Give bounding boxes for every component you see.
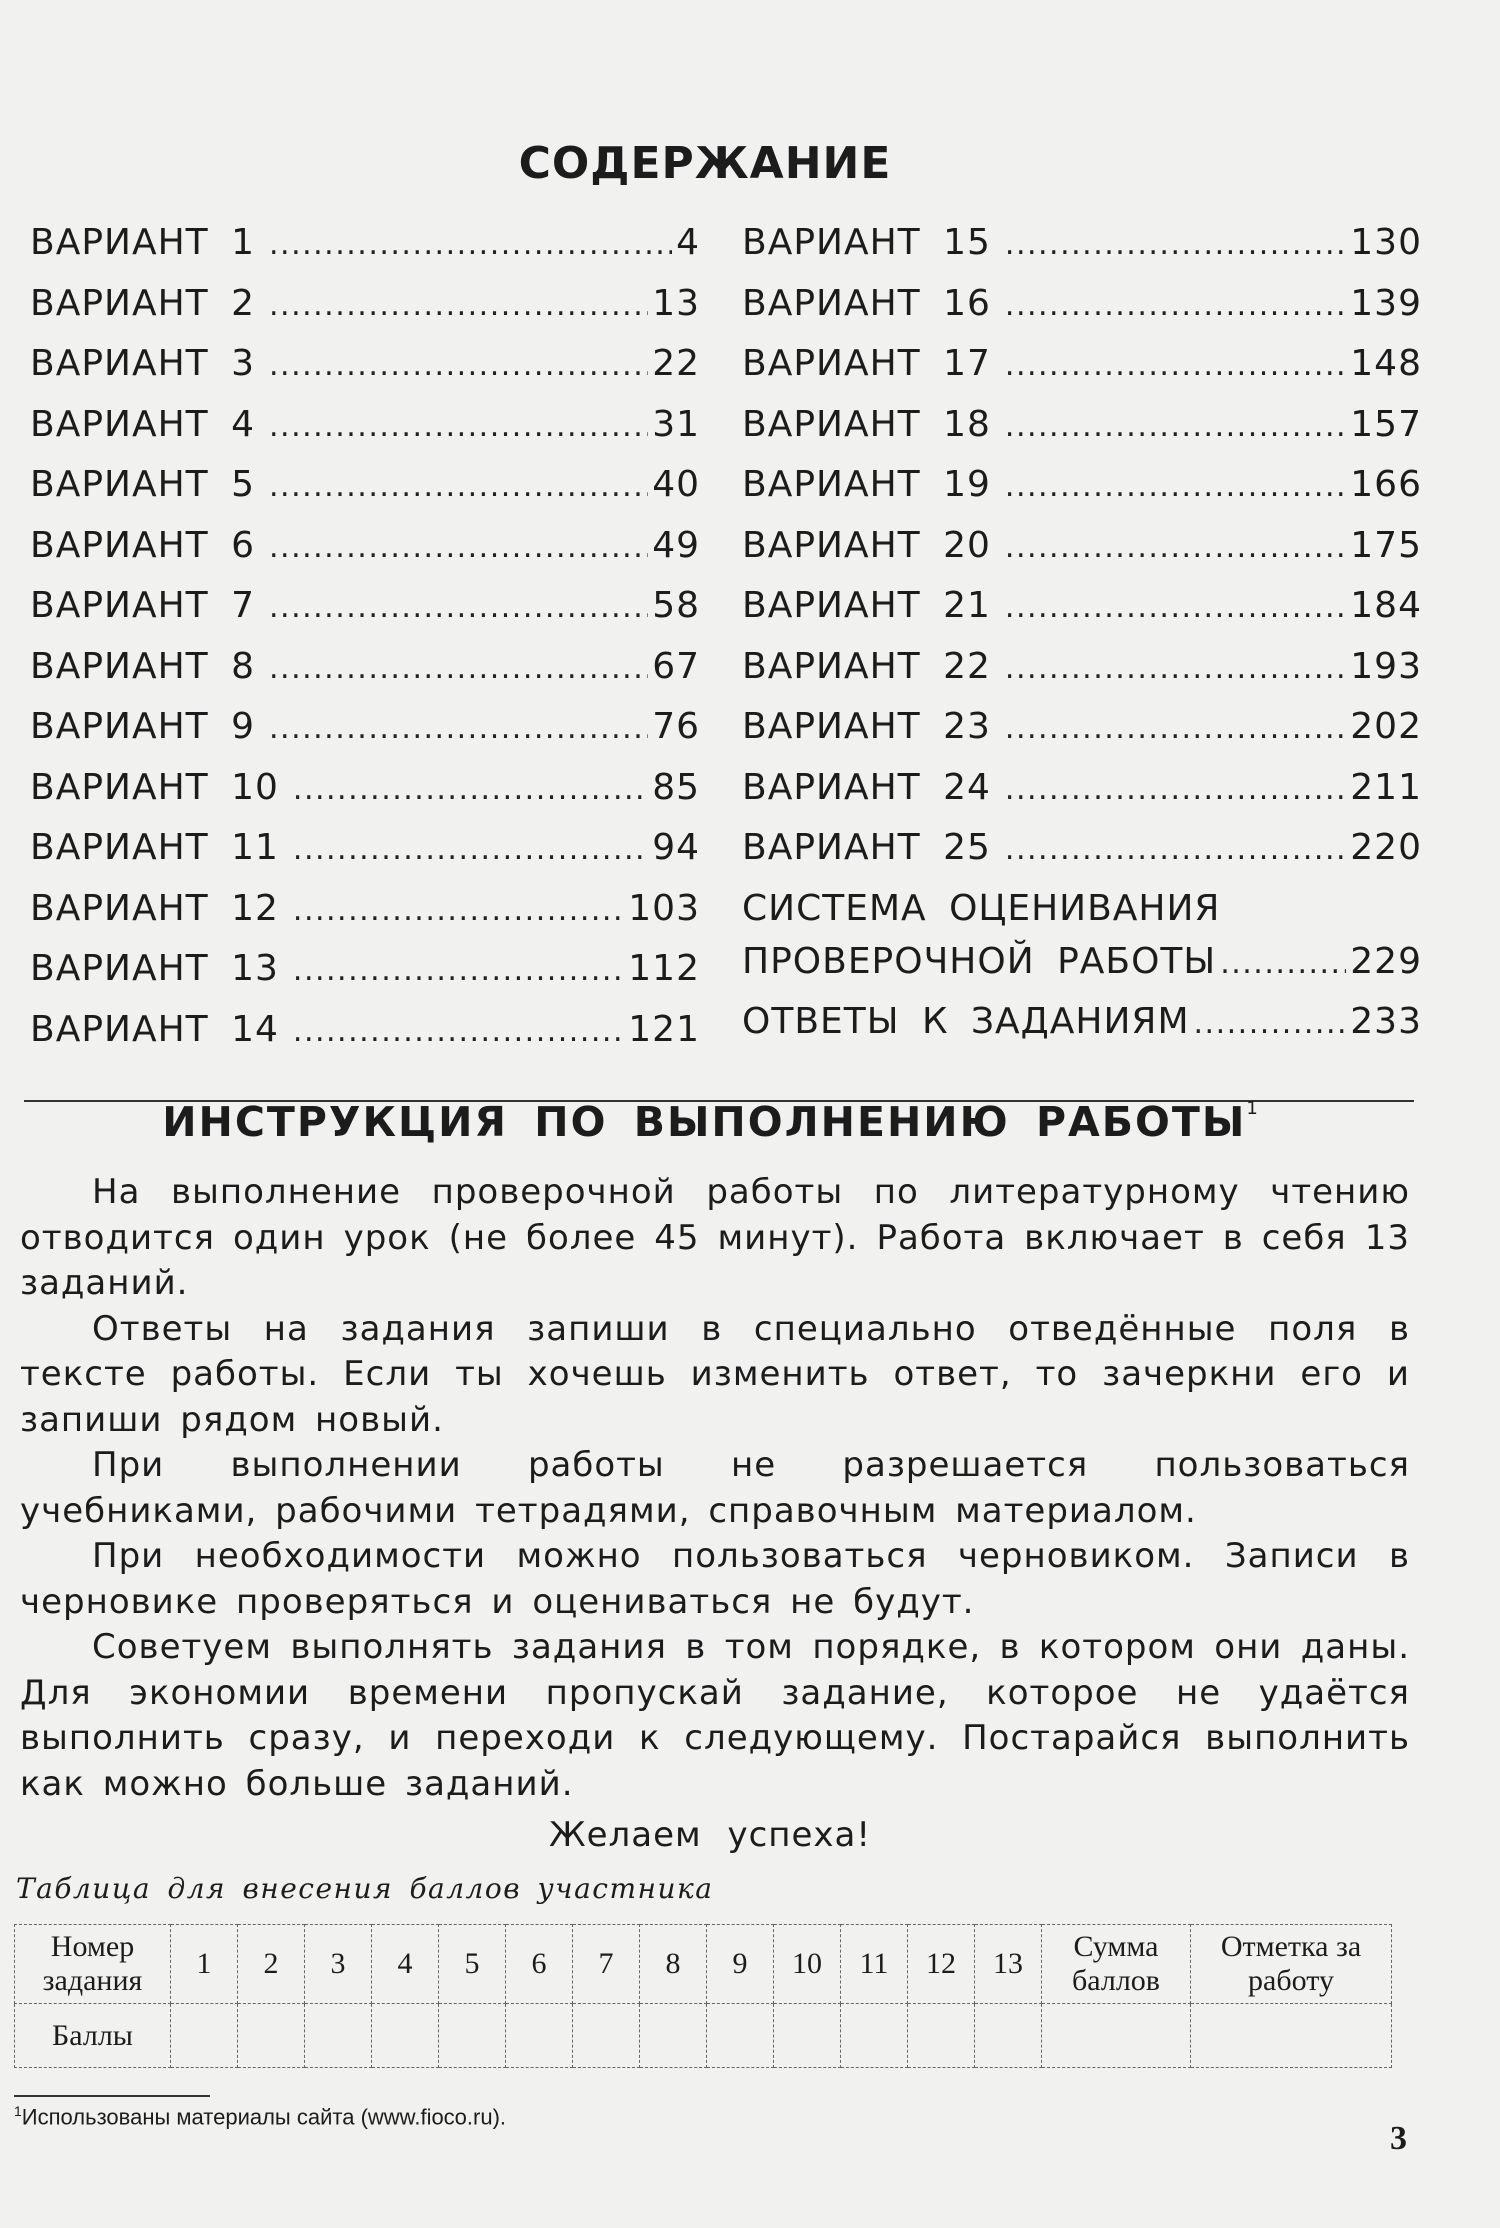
toc-entry-page: 67 <box>652 645 700 687</box>
toc-entry-page: 94 <box>652 827 700 868</box>
points-cell[interactable] <box>975 2004 1042 2068</box>
toc-entry <box>30 404 700 465</box>
footnote <box>14 2103 506 2130</box>
toc-right-column <box>742 222 1422 1061</box>
toc-leader-dots <box>269 530 648 565</box>
toc-leader-dots <box>269 711 648 746</box>
toc-leader-dots <box>1005 288 1346 323</box>
toc-entry-label: ВАРИАНТ 22 <box>742 645 991 687</box>
toc-leader-dots <box>269 227 672 262</box>
toc-entry-page: 157 <box>1350 403 1422 445</box>
toc-entry <box>742 706 1422 767</box>
toc-entry-label: ВАРИАНТ 7 <box>30 585 255 626</box>
toc-entry <box>742 283 1422 344</box>
toc-entry-page: 193 <box>1350 645 1422 687</box>
task-number-cell: 13 <box>975 1925 1042 2004</box>
toc-leader-dots <box>269 288 648 323</box>
toc-entry-page: 220 <box>1350 827 1422 868</box>
points-header: Баллы <box>15 2004 171 2068</box>
toc-entry-label: ВАРИАНТ 2 <box>30 282 255 324</box>
toc-entry-label: ВАРИАНТ 24 <box>742 766 991 808</box>
toc-entry-page: 31 <box>652 403 700 445</box>
footnote-text: Использованы материалы сайта (www.fioco.ru). <box>21 2104 507 2130</box>
toc-leader-dots <box>269 651 648 686</box>
score-table-points-row <box>15 2004 1392 2068</box>
toc-leader-dots <box>1005 711 1346 746</box>
toc-entry-page: 103 <box>628 887 700 929</box>
toc-entry <box>30 585 700 646</box>
toc-leader-dots <box>1005 651 1346 686</box>
task-number-cell: 3 <box>305 1925 372 2004</box>
task-number-header: Номер задания <box>15 1925 171 2004</box>
toc-entry <box>30 283 700 344</box>
footnote-separator <box>14 2095 210 2097</box>
toc-title: СОДЕРЖАНИЕ <box>518 138 892 189</box>
points-cell[interactable] <box>372 2004 439 2068</box>
toc-entry <box>742 222 1422 283</box>
toc-entry-label: ВАРИАНТ 6 <box>30 524 255 566</box>
toc-entry-page: 166 <box>1350 464 1422 505</box>
points-cell[interactable] <box>774 2004 841 2068</box>
toc-entry-page: 13 <box>652 282 700 324</box>
task-number-cell: 4 <box>372 1925 439 2004</box>
toc-entry <box>742 525 1422 586</box>
toc-entry-label: ВАРИАНТ 16 <box>742 282 991 324</box>
toc-entry <box>742 404 1422 465</box>
toc-entry-label: ВАРИАНТ 25 <box>742 827 991 868</box>
points-cell[interactable] <box>707 2004 774 2068</box>
task-number-cell: 8 <box>640 1925 707 2004</box>
toc-entry-label: ВАРИАНТ 10 <box>30 766 279 808</box>
points-cell[interactable] <box>640 2004 707 2068</box>
toc-entry-page: 76 <box>652 706 700 747</box>
toc-leader-dots <box>1220 946 1346 981</box>
toc-entry-label: ВАРИАНТ 8 <box>30 645 255 687</box>
toc-leader-dots <box>1005 772 1346 807</box>
toc-entry <box>30 827 700 888</box>
toc-leader-dots <box>1005 469 1346 504</box>
toc-entry-label: ВАРИАНТ 12 <box>30 887 279 929</box>
task-number-cell: 6 <box>506 1925 573 2004</box>
toc-leader-dots <box>293 832 648 867</box>
toc-leader-dots <box>293 772 648 807</box>
toc-entry-answers <box>742 1001 1422 1062</box>
toc-entry-label: ВАРИАНТ 11 <box>30 827 279 868</box>
toc-leader-dots <box>1005 832 1346 867</box>
points-cell[interactable] <box>506 2004 573 2068</box>
grade-cell[interactable] <box>1191 2004 1392 2068</box>
instructions-body <box>20 1170 1410 1807</box>
toc-entry-page: 112 <box>628 948 700 989</box>
toc-entry <box>742 646 1422 707</box>
toc-entry-label: ВАРИАНТ 15 <box>742 222 991 263</box>
points-cell[interactable] <box>908 2004 975 2068</box>
toc-entry-label: ВАРИАНТ 21 <box>742 585 991 626</box>
toc-entry-label: ВАРИАНТ 9 <box>30 706 255 747</box>
toc-leader-dots <box>293 1014 624 1049</box>
toc-leader-dots <box>269 409 648 444</box>
toc-entry-page: 139 <box>1350 282 1422 324</box>
toc-leader-dots <box>1005 227 1346 262</box>
task-number-cell: 7 <box>573 1925 640 2004</box>
toc-entry-label: ВАРИАНТ 19 <box>742 464 991 505</box>
toc-entry <box>30 767 700 828</box>
toc-leader-dots <box>293 893 624 928</box>
points-cell[interactable] <box>573 2004 640 2068</box>
grade-header: Отметка за работу <box>1191 1925 1392 2004</box>
toc-entry-page: 233 <box>1350 1000 1422 1042</box>
toc-leader-dots <box>293 953 624 988</box>
points-cell[interactable] <box>439 2004 506 2068</box>
toc-entry <box>30 343 700 404</box>
toc-leader-dots <box>1194 1006 1347 1041</box>
score-table <box>14 1924 1392 2068</box>
task-number-cell: 12 <box>908 1925 975 2004</box>
toc-entry <box>30 948 700 1009</box>
toc-leader-dots <box>1005 530 1346 565</box>
sum-cell[interactable] <box>1042 2004 1191 2068</box>
points-cell[interactable] <box>238 2004 305 2068</box>
toc-entry-page: 121 <box>628 1008 700 1050</box>
toc-entry-label: ОТВЕТЫ К ЗАДАНИЯМ <box>742 1000 1190 1042</box>
toc-entry <box>30 525 700 586</box>
toc-entry <box>742 343 1422 404</box>
toc-entry <box>30 706 700 767</box>
toc-entry <box>30 646 700 707</box>
toc-entry-page: 211 <box>1350 766 1422 808</box>
toc-entry-page: 184 <box>1350 585 1422 626</box>
instruction-paragraph: При необходимости можно пользоваться черновиком. Записи в черновике проверяться и оцениваться не будут. <box>20 1536 1410 1622</box>
toc-entry-grading <box>742 888 1422 1001</box>
toc-entry-label: ВАРИАНТ 23 <box>742 706 991 747</box>
instruction-paragraph: При выполнении работы не разрешается пользоваться учебниками, рабочими тетрадями, справочным материалом. <box>20 1445 1410 1531</box>
toc-left-column <box>30 222 700 1069</box>
instruction-paragraph: На выполнение проверочной работы по литературному чтению отводится один урок (не более 45 минут). Работа включает в себя 13 заданий. <box>20 1172 1410 1303</box>
task-number-cell: 5 <box>439 1925 506 2004</box>
toc-leader-dots <box>269 348 648 383</box>
footnote-mark: 1 <box>14 2103 22 2119</box>
sum-header: Сумма баллов <box>1042 1925 1191 2004</box>
toc-entry-label: ВАРИАНТ 4 <box>30 403 255 445</box>
toc-entry-label: ВАРИАНТ 13 <box>30 948 279 989</box>
good-luck-text: Желаем успеха! <box>548 1815 872 1855</box>
toc-entry-label: ВАРИАНТ 17 <box>742 343 991 384</box>
toc-entry <box>30 464 700 525</box>
toc-entry-page: 148 <box>1350 343 1422 384</box>
toc-leader-dots <box>269 469 648 504</box>
task-number-cell: 2 <box>238 1925 305 2004</box>
task-number-cell: 10 <box>774 1925 841 2004</box>
toc-entry-page: 22 <box>652 343 700 384</box>
task-number-cell: 9 <box>707 1925 774 2004</box>
toc-entry-page: 202 <box>1350 706 1422 747</box>
toc-entry-label: СИСТЕМА ОЦЕНИВАНИЯ <box>742 887 1221 929</box>
toc-entry <box>742 585 1422 646</box>
instruction-paragraph: Ответы на задания запиши в специально отведённые поля в тексте работы. Если ты хочешь изменить ответ, то зачеркни его и запиши рядом новый. <box>20 1308 1410 1440</box>
toc-leader-dots <box>1005 409 1346 444</box>
page-number: 3 <box>1390 2120 1407 2157</box>
toc-entry <box>30 888 700 949</box>
toc-entry-page: 229 <box>1350 940 1422 982</box>
toc-entry <box>30 1009 700 1070</box>
toc-entry-label: ВАРИАНТ 5 <box>30 464 255 505</box>
toc-entry <box>742 767 1422 828</box>
score-table-caption: Таблица для внесения баллов участника <box>16 1872 714 1905</box>
toc-leader-dots <box>1005 348 1346 383</box>
score-table-header-row <box>15 1925 1392 2004</box>
points-cell[interactable] <box>305 2004 372 2068</box>
toc-leader-dots <box>269 590 648 625</box>
toc-entry-page: 58 <box>652 585 700 626</box>
instructions-title <box>0 1098 1420 1146</box>
toc-leader-dots <box>1005 590 1346 625</box>
toc-entry-page: 85 <box>652 766 700 808</box>
toc-entry-page: 40 <box>652 464 700 505</box>
task-number-cell: 11 <box>841 1925 908 2004</box>
toc-entry-label: ВАРИАНТ 20 <box>742 524 991 566</box>
toc-entry-label: ВАРИАНТ 3 <box>30 343 255 384</box>
toc-entry-label: ВАРИАНТ 1 <box>30 222 255 263</box>
toc-entry-page: 175 <box>1350 524 1422 566</box>
instructions-title-text: ИНСТРУКЦИЯ ПО ВЫПОЛНЕНИЮ РАБОТЫ <box>162 1098 1247 1146</box>
footnote-reference: 1 <box>1246 1098 1258 1119</box>
toc-entry-page: 130 <box>1350 222 1422 263</box>
toc-entry <box>30 222 700 283</box>
instruction-paragraph: Советуем выполнять задания в том порядке, в котором они даны. Для экономии времени пропускай задание, которое не удаётся выполнить сразу, и переходи к следующему. Постарайся выполнить как можно больше заданий. <box>20 1627 1410 1804</box>
points-cell[interactable] <box>841 2004 908 2068</box>
points-cell[interactable] <box>171 2004 238 2068</box>
task-number-cell: 1 <box>171 1925 238 2004</box>
toc-entry-page: 49 <box>652 524 700 566</box>
toc-entry-label: ВАРИАНТ 14 <box>30 1008 279 1050</box>
toc-entry <box>742 827 1422 888</box>
toc-entry <box>742 464 1422 525</box>
toc-entry-label: ПРОВЕРОЧНОЙ РАБОТЫ <box>742 940 1217 982</box>
toc-entry-label: ВАРИАНТ 18 <box>742 403 991 445</box>
toc-entry-page: 4 <box>676 222 700 263</box>
